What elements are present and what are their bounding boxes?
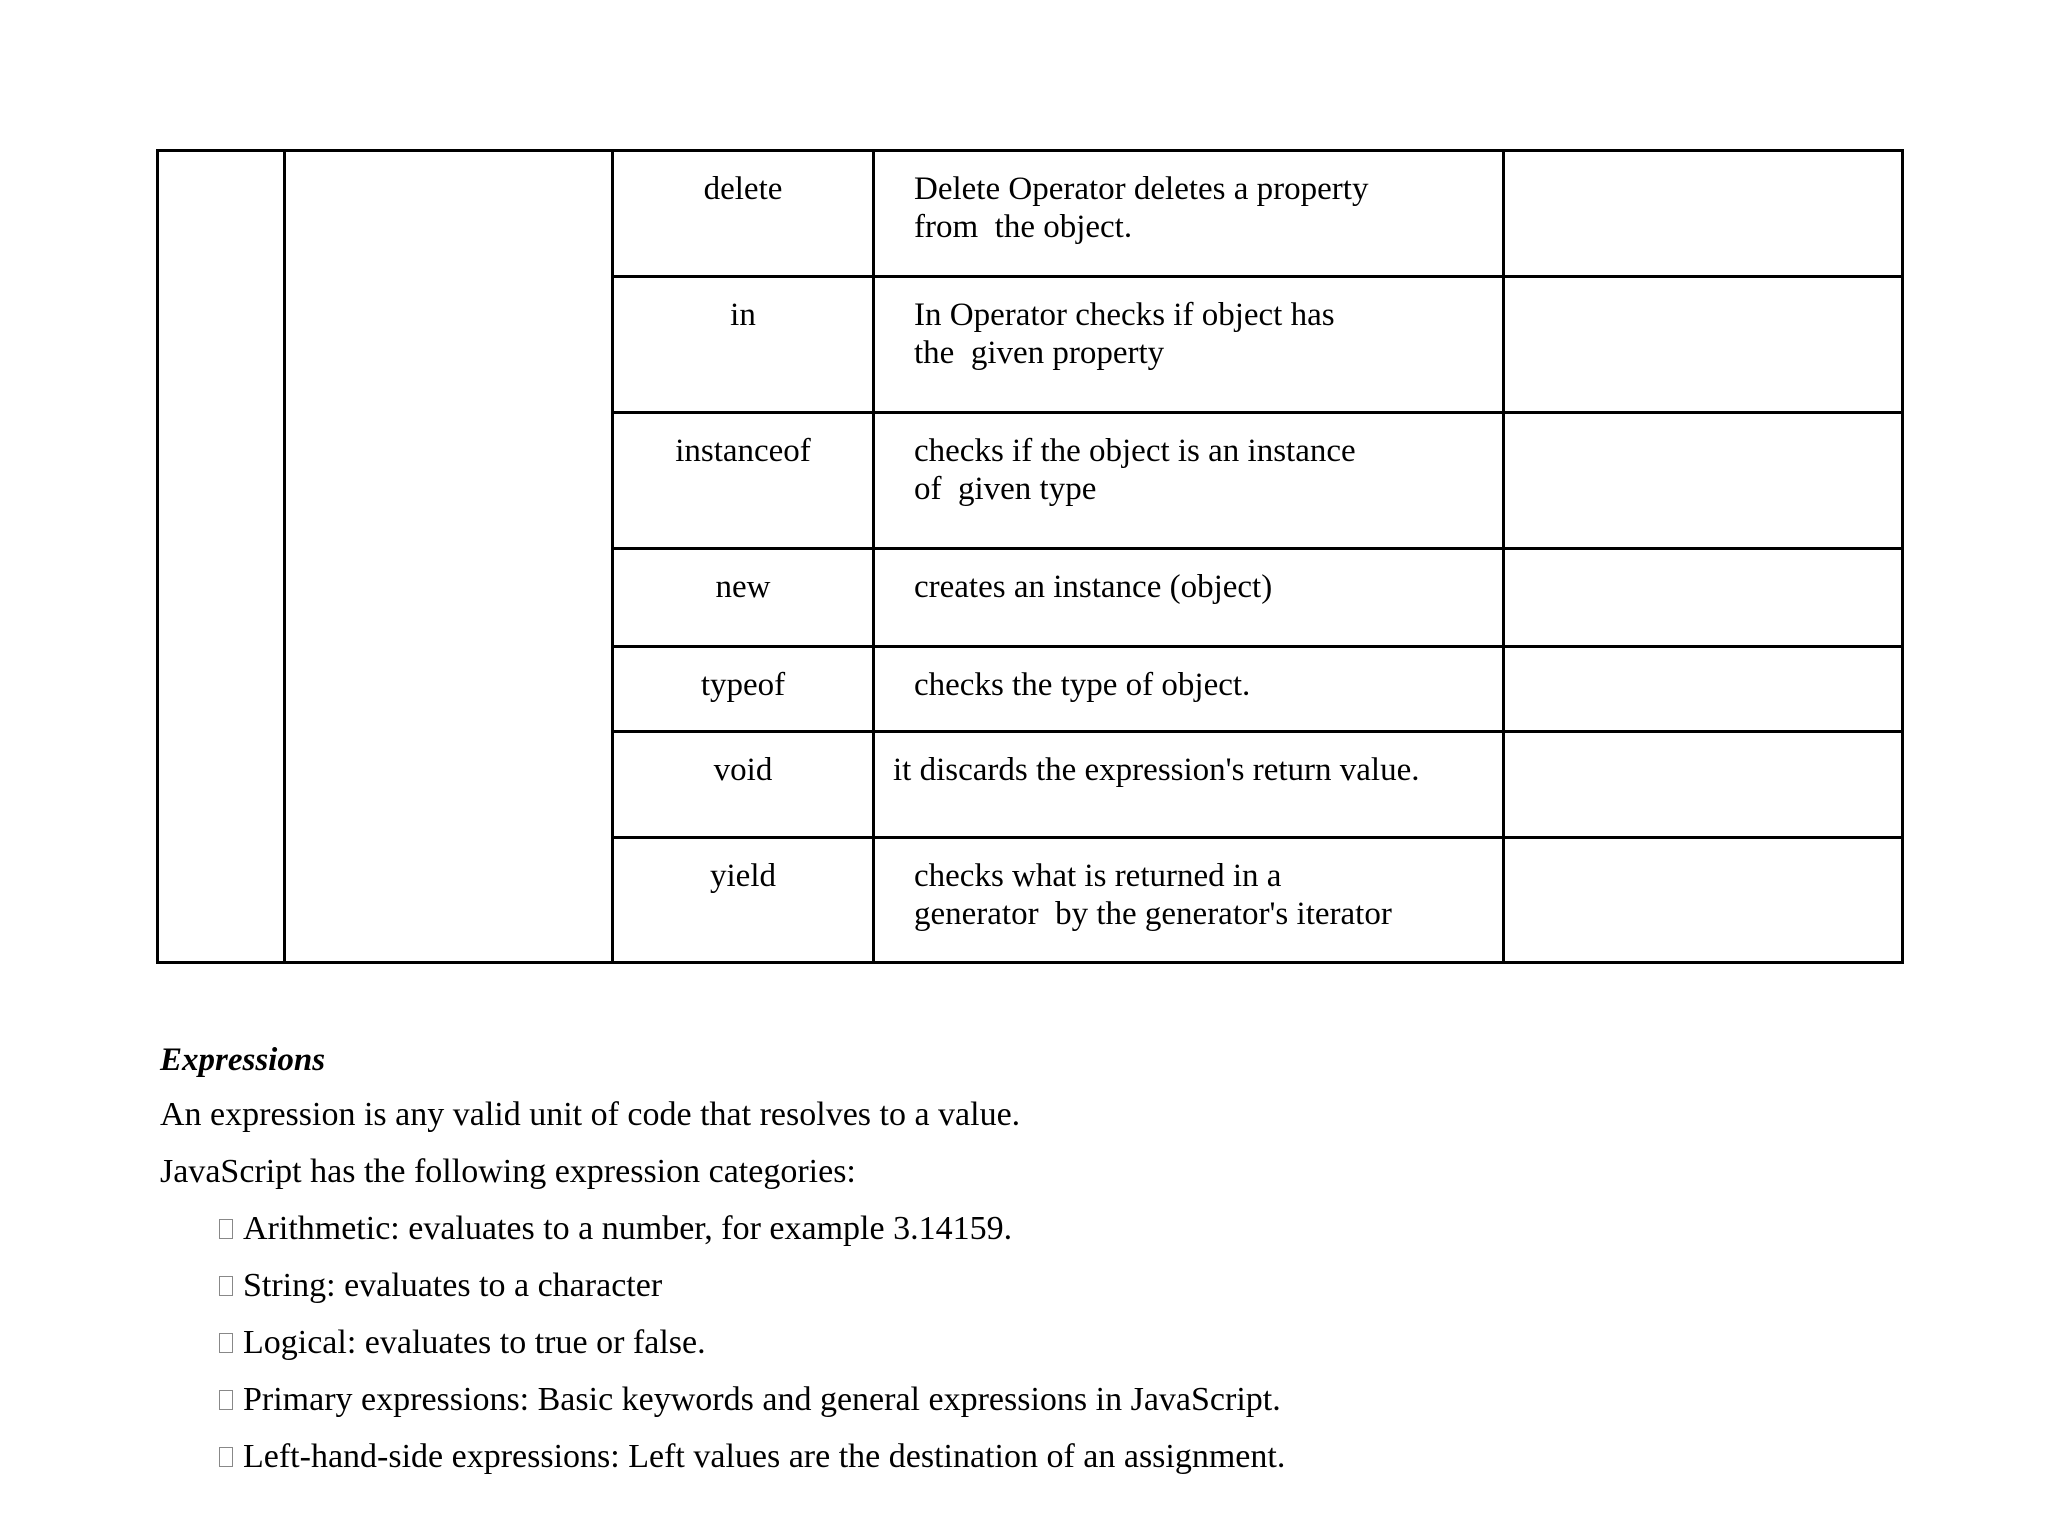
- description-line: from the object.: [914, 209, 1133, 245]
- description-cell: [874, 277, 1504, 413]
- expressions-section: [160, 1040, 1860, 1494]
- description-line: the given property: [914, 335, 1165, 371]
- description-line: checks the type of object.: [914, 667, 1251, 703]
- merged-cell-category: [285, 151, 613, 963]
- empty-cell: [1504, 277, 1903, 413]
- missing-glyph-bullet-icon: [219, 1219, 233, 1239]
- description-cell: [874, 413, 1504, 549]
- description-line: creates an instance (object): [914, 569, 1273, 605]
- description-cell: [874, 549, 1504, 647]
- description-cell: [874, 838, 1504, 963]
- operators-table: [156, 149, 1904, 964]
- empty-cell: [1504, 732, 1903, 838]
- operator-cell: void: [613, 732, 874, 838]
- empty-cell: [1504, 413, 1903, 549]
- list-item-text: Primary expressions: Basic keywords and general expressions in JavaScript.: [243, 1381, 1281, 1418]
- list-item-text: Arithmetic: evaluates to a number, for example 3.14159.: [243, 1210, 1013, 1247]
- missing-glyph-bullet-icon: [219, 1390, 233, 1410]
- operator-cell: yield: [613, 838, 874, 963]
- list-item: [219, 1380, 1860, 1420]
- operator-cell: instanceof: [613, 413, 874, 549]
- missing-glyph-bullet-icon: [219, 1333, 233, 1353]
- description-line: it discards the expression's return value.: [893, 752, 1420, 788]
- list-item-text: Logical: evaluates to true or false.: [243, 1324, 706, 1361]
- expressions-intro: An expression is any valid unit of code that resolves to a value.: [160, 1096, 1021, 1133]
- table-row: [158, 151, 1903, 277]
- merged-cell-left: [158, 151, 285, 963]
- operator-cell: typeof: [613, 647, 874, 732]
- empty-cell: [1504, 549, 1903, 647]
- list-item: [219, 1209, 1860, 1249]
- categories-list: [160, 1209, 1860, 1477]
- operator-cell: new: [613, 549, 874, 647]
- missing-glyph-bullet-icon: [219, 1447, 233, 1467]
- list-item: [219, 1266, 1860, 1306]
- description-line: Delete Operator deletes a property: [914, 171, 1369, 207]
- description-cell: [874, 732, 1504, 838]
- missing-glyph-bullet-icon: [219, 1276, 233, 1296]
- description-line: generator by the generator's iterator: [914, 896, 1392, 932]
- operator-cell: in: [613, 277, 874, 413]
- description-line: checks if the object is an instance: [914, 433, 1356, 469]
- empty-cell: [1504, 151, 1903, 277]
- description-cell: [874, 647, 1504, 732]
- list-item: [219, 1437, 1860, 1477]
- categories-intro: JavaScript has the following expression categories:: [160, 1153, 856, 1190]
- empty-cell: [1504, 838, 1903, 963]
- list-item-text: String: evaluates to a character: [243, 1267, 663, 1304]
- description-line: checks what is returned in a: [914, 858, 1282, 894]
- description-cell: [874, 151, 1504, 277]
- list-item-text: Left-hand-side expressions: Left values are the destination of an assignment.: [243, 1438, 1286, 1475]
- empty-cell: [1504, 647, 1903, 732]
- section-heading: Expressions: [160, 1042, 326, 1078]
- description-line: of given type: [914, 471, 1097, 507]
- description-line: In Operator checks if object has: [914, 297, 1335, 333]
- list-item: [219, 1323, 1860, 1363]
- operator-cell: delete: [613, 151, 874, 277]
